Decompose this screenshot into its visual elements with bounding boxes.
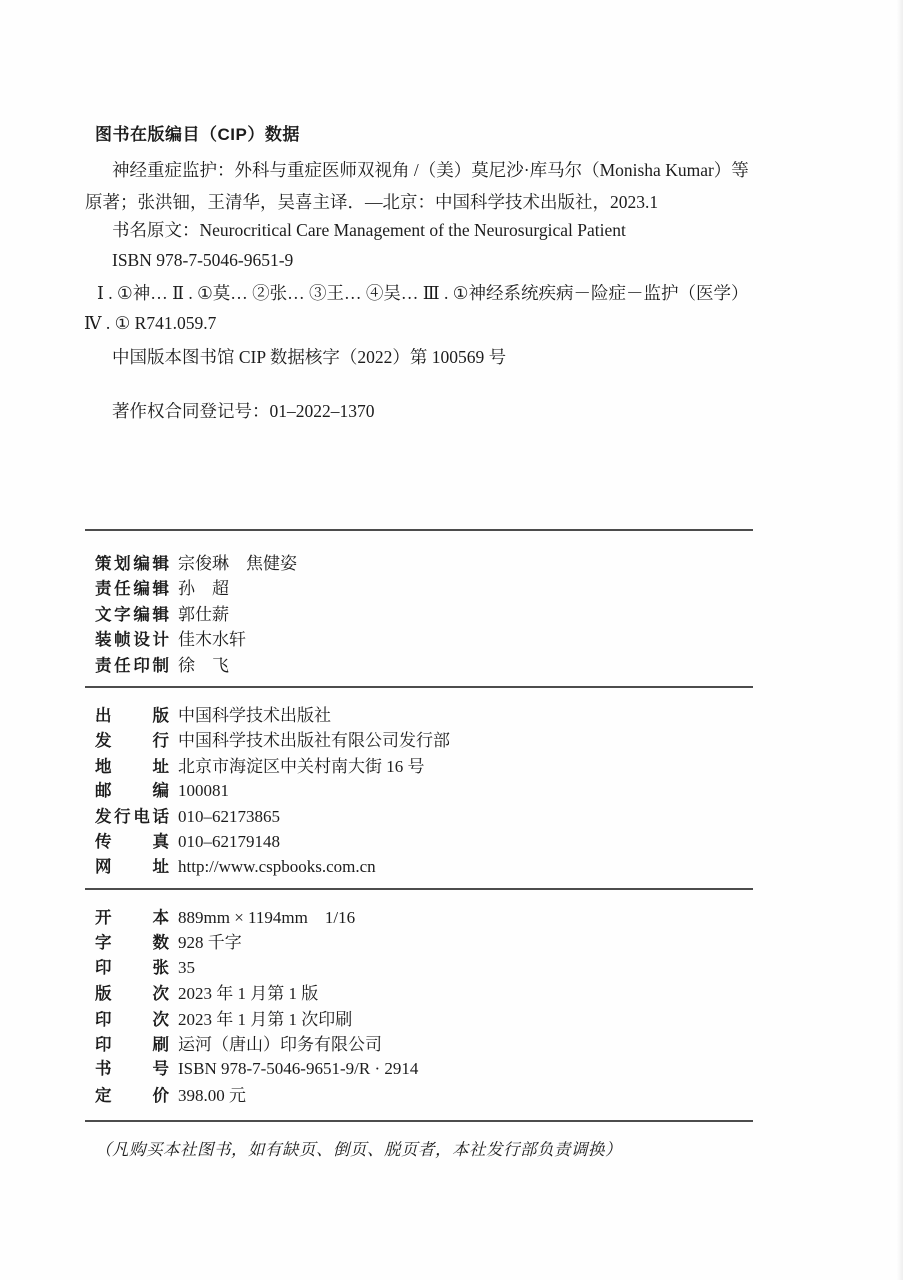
row-printer <box>95 1030 755 1055</box>
row-edition <box>95 979 755 1004</box>
field-label: 策划编辑 <box>95 555 169 573</box>
field-label: 传真 <box>95 832 169 851</box>
row-address <box>95 752 755 777</box>
field-label: 责任印制 <box>95 656 169 675</box>
row-planning-editor <box>95 549 755 574</box>
field-value: 中国科学技术出版社有限公司发行部 <box>178 731 450 751</box>
cip-isbn: ISBN 978-7-5046-9651-9 <box>112 250 294 270</box>
field-value: 2023 年 1 月第 1 版 <box>178 984 319 1004</box>
cip-heading: 图书在版编目（CIP）数据 <box>95 125 300 144</box>
field-label: 印张 <box>95 958 169 977</box>
field-label: 开本 <box>95 909 169 927</box>
field-label: 字数 <box>95 934 169 953</box>
field-label: 网址 <box>95 858 169 877</box>
field-value: ISBN 978-7-5046-9651-9/R · 2914 <box>178 1059 419 1079</box>
row-responsible-editor <box>95 574 755 599</box>
divider-line-publishing-bottom <box>85 888 753 890</box>
field-label: 装帧设计 <box>95 631 169 650</box>
field-value: http://www.cspbooks.com.cn <box>178 857 376 877</box>
row-postcode <box>95 777 755 802</box>
copyright-registration-number: 著作权合同登记号：01–2022–1370 <box>112 401 375 421</box>
field-value: 中国科学技术出版社 <box>178 706 331 725</box>
publishing-section <box>95 701 755 879</box>
cip-original-title: 书名原文：Neurocritical Care Management of the Neurosurgical Patient <box>112 220 626 240</box>
field-label: 发行 <box>95 732 169 751</box>
field-value: 徐 飞 <box>178 655 229 675</box>
field-value: 宗俊琳 焦健姿 <box>178 554 297 573</box>
row-impression <box>95 1005 755 1030</box>
field-value: 100081 <box>178 781 229 801</box>
field-value: 孙 超 <box>178 579 229 599</box>
field-label: 责任编辑 <box>95 580 169 599</box>
printing-section <box>95 903 755 1106</box>
row-publisher <box>95 701 755 726</box>
field-label: 定价 <box>95 1086 169 1105</box>
field-value: 928 千字 <box>178 933 242 953</box>
field-value: 北京市海淀区中关村南大街 16 号 <box>178 756 425 776</box>
cip-check-number: 中国版本图书馆 CIP 数据核字（2022）第 100569 号 <box>112 347 507 367</box>
field-value: 2023 年 1 月第 1 次印刷 <box>178 1009 353 1029</box>
divider-line-printing-bottom <box>85 1120 753 1122</box>
cip-record-line-1: 神经重症监护：外科与重症医师双视角 /（美）莫尼沙·库马尔（Monisha Kumar）等 <box>112 160 749 180</box>
cip-classification-line-1: Ⅰ . ①神… Ⅱ . ①莫… ②张… ③王… ④吴… Ⅲ . ①神经系统疾病－险症－监护（医学） <box>97 283 749 303</box>
field-label: 印刷 <box>95 1035 169 1054</box>
field-value: 398.00 元 <box>178 1085 246 1105</box>
row-binding-design <box>95 625 755 650</box>
row-distribution-phone <box>95 803 755 828</box>
row-fax <box>95 828 755 853</box>
field-label: 版次 <box>95 985 169 1004</box>
field-value: 35 <box>178 957 195 977</box>
divider-line-top <box>85 529 753 531</box>
field-label: 书号 <box>95 1060 169 1079</box>
cip-classification-line-2: Ⅳ . ① R741.059.7 <box>84 313 217 333</box>
row-word-count <box>95 928 755 953</box>
divider-line-editors-bottom <box>85 686 753 688</box>
row-book-number <box>95 1055 755 1080</box>
field-label: 印次 <box>95 1010 169 1029</box>
field-label: 发行电话 <box>95 807 169 826</box>
editors-section <box>95 549 755 676</box>
defective-copy-exchange-note: （凡购买本社图书，如有缺页、倒页、脱页者，本社发行部负责调换） <box>95 1140 622 1159</box>
row-text-editor <box>95 600 755 625</box>
row-print-supervisor <box>95 651 755 676</box>
field-value: 010–62173865 <box>178 806 280 826</box>
cip-record-line-2: 原著；张洪钿，王清华，吴喜主译．—北京：中国科学技术出版社，2023.1 <box>85 192 659 212</box>
field-label: 文字编辑 <box>95 605 169 624</box>
field-label: 邮编 <box>95 782 169 801</box>
row-distributor <box>95 726 755 751</box>
field-label: 地址 <box>95 757 169 776</box>
page-scan-edge-shadow <box>897 0 903 1280</box>
row-format <box>95 903 755 928</box>
field-value: 运河（唐山）印务有限公司 <box>178 1034 382 1054</box>
field-value: 郭仕薪 <box>178 604 229 624</box>
field-label: 出版 <box>95 707 169 725</box>
row-price <box>95 1081 755 1106</box>
row-website <box>95 853 755 878</box>
row-printed-sheets <box>95 954 755 979</box>
field-value: 佳木水轩 <box>178 630 246 650</box>
field-value: 010–62179148 <box>178 831 280 851</box>
field-value: 889mm × 1194mm 1/16 <box>178 908 356 927</box>
